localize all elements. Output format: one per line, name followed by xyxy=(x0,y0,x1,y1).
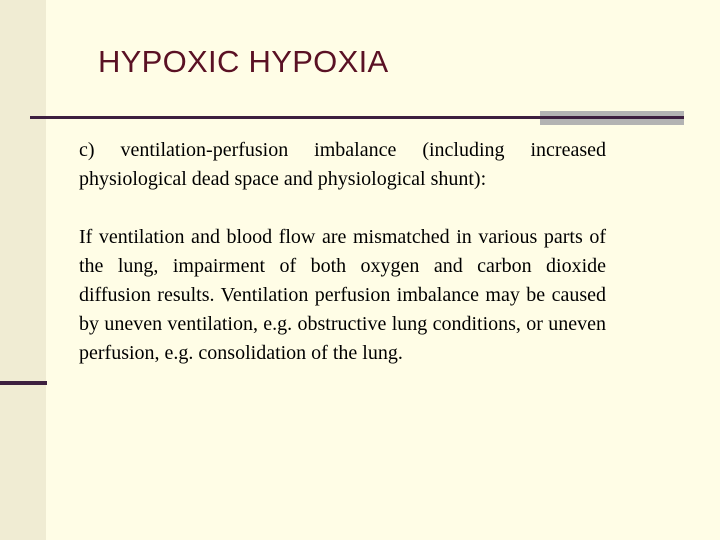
left-accent-bar xyxy=(0,381,47,385)
divider-accent xyxy=(540,111,684,125)
left-margin-band xyxy=(0,0,46,540)
slide-content xyxy=(79,136,606,368)
subheading: c) ventilation-perfusion imbalance (including increased physiological dead space and physiological shunt): xyxy=(79,139,606,190)
slide-title: HYPOXIC HYPOXIA xyxy=(98,44,389,79)
body-paragraph: If ventilation and blood flow are mismatched in various parts of the lung, impairment of both oxygen and carbon dioxide diffusion results. Ventilation perfusion imbalance may be caused by uneven ventilation, e.g. obstructive lung conditions, or uneven perfusion, e.g. consolidation of the lung. xyxy=(79,226,606,364)
